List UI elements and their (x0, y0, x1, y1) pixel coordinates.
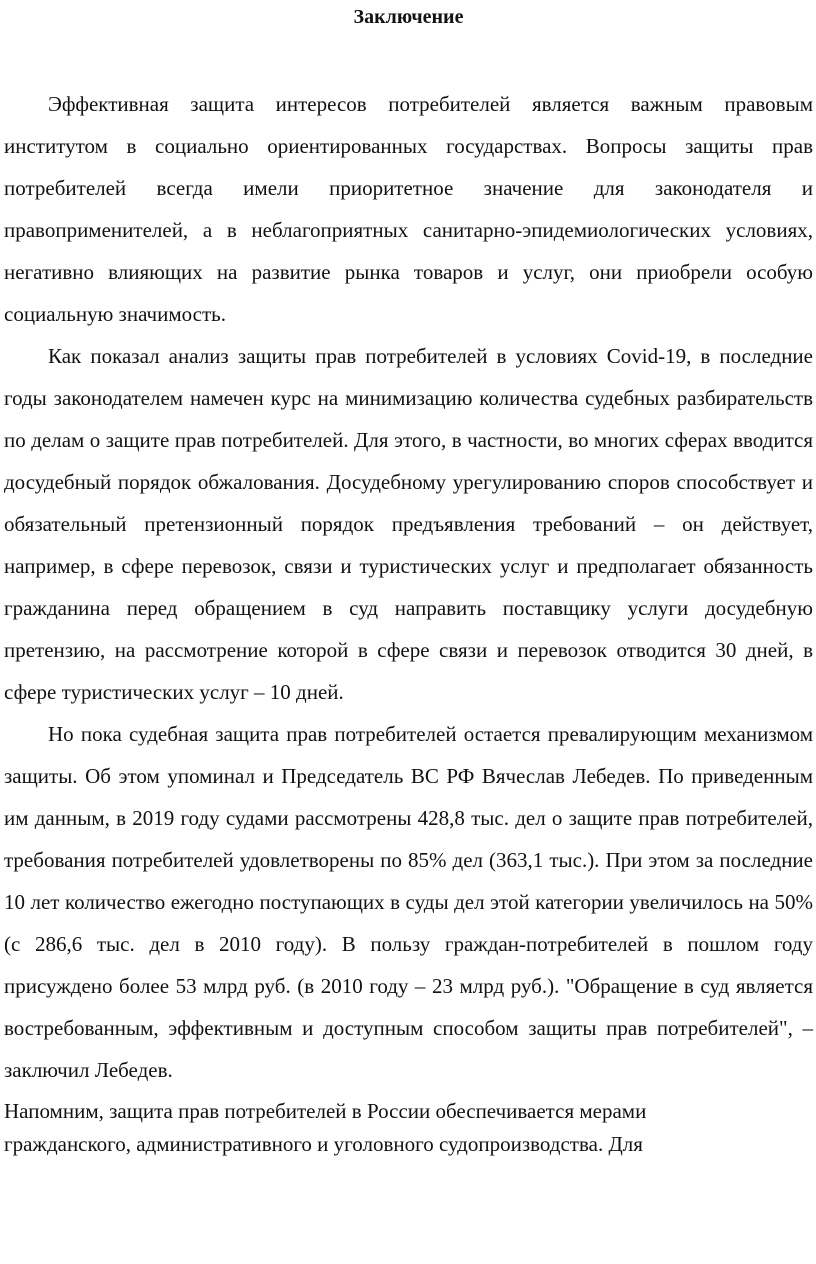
paragraph-1: Эффективная защита интересов потребителей является важным правовым институтом в социально ориентированных государствах. Вопросы защиты прав потребителей всегда имели приоритетное значение для законодателя и правоприменителей, а в неблагоприятных санитарно-эпидемиологических условиях, негативно влияющих на развитие рынка товаров и услуг, они приобрели особую социальную значимость. (4, 92, 813, 326)
paragraph-2: Как показал анализ защиты прав потребителей в условиях Covid-19, в последние годы законодателем намечен курс на минимизацию количества судебных разбирательств по делам о защите прав потребителей. Для этого, в частности, во многих сферах вводится досудебный порядок обжалования. Досудебному урегулированию споров способствует и обязательный претензионный порядок предъявления требований – он действует, например, в сфере перевозок, связи и туристических услуг и предполагает обязанность гражданина перед обращением в суд направить поставщику услуги досудебную претензию, на рассмотрение которой в сфере связи и перевозок отводится 30 дней, в сфере туристических услуг – 10 дней. (4, 344, 813, 704)
page-title: Заключение (353, 6, 464, 28)
paragraph-3: Но пока судебная защита прав потребителей остается превалирующим механизмом защиты. Об этом упоминал и Председатель ВС РФ Вячеслав Лебедев. По приведенным им данным, в 2019 году судами рассмотрены 428,8 тыс. дел о защите прав потребителей, требования потребителей удовлетворены по 85% дел (363,1 тыс.). При этом за последние 10 лет количество ежегодно поступающих в суды дел этой категории увеличилось на 50% (с 286,6 тыс. дел в 2010 году). В пользу граждан-потребителей в пошлом году присуждено более 53 млрд руб. (в 2010 году – 23 млрд руб.). "Обращение в суд является востребованным, эффективным и доступным способом защиты прав потребителей", – заключил Лебедев. (4, 722, 813, 1082)
paragraph-4: Напомним, защита прав потребителей в России обеспечивается мерами гражданского, административного и уголовного судопроизводства. Для (4, 1099, 647, 1156)
